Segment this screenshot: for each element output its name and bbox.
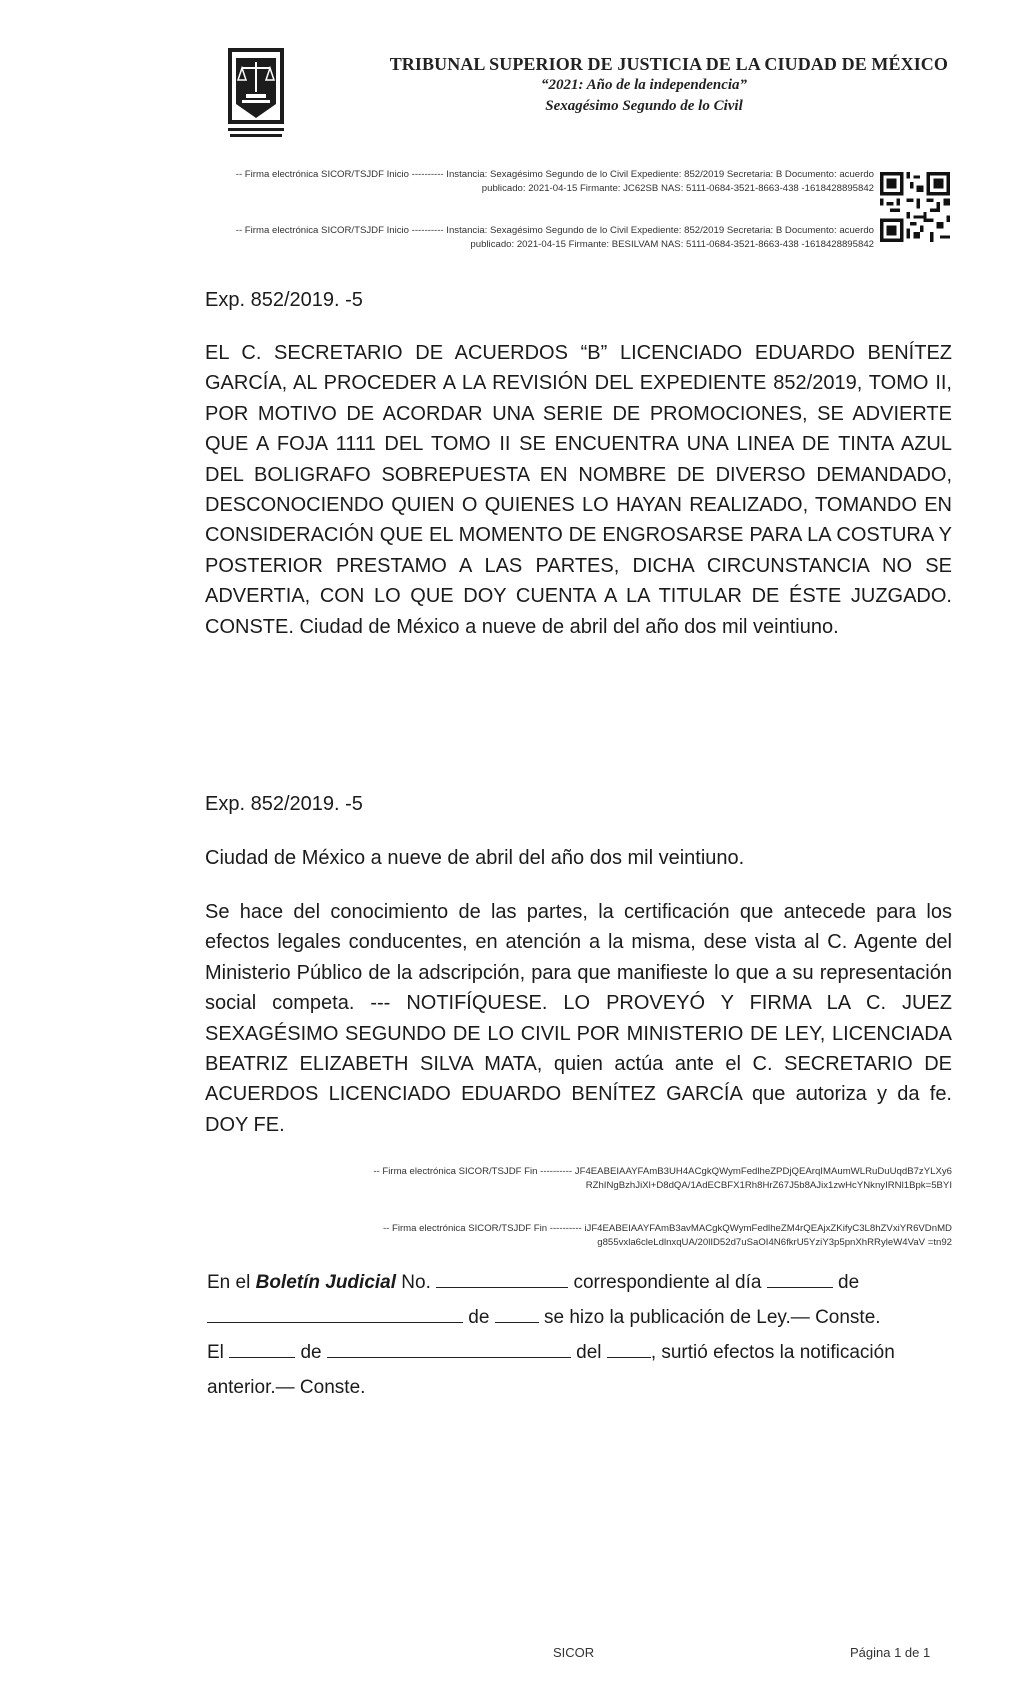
electronic-signature-start-1: -- Firma electrónica SICOR/TSJDF Inicio ---------- Instancia: Sexagésimo Segundo de lo Civil Expediente: 852/2019 Secretaria: B Documento: acuerdo publicado: 2021-04-15 Firmante: JC62SB NAS: 5111-0684-3521-8663-438 -1618428895842 (235, 169, 874, 194)
year-blank (495, 1304, 539, 1323)
expediente-number-2: Exp. 852/2019. -5 (205, 793, 363, 815)
boletin-line-2: de se hizo la publicación de Ley.— Conste. (207, 1300, 952, 1335)
boletin-line-1: En el Boletín Judicial No. correspondiente al día de (207, 1265, 952, 1300)
date-line: Ciudad de México a nueve de abril del año dos mil veintiuno. (205, 847, 745, 869)
court-section: Sexagésimo Segundo de lo Civil (545, 98, 743, 114)
certification-paragraph: EL C. SECRETARIO DE ACUERDOS “B” LICENCIADO EDUARDO BENÍTEZ GARCÍA, AL PROCEDER A LA REVISIÓN DEL EXPEDIENTE 852/2019, TOMO II, POR MOTIVO DE ACORDAR UNA SERIE DE PROMOCIONES, SE ADVIERTE QUE A FOJA 1111 DEL TOMO II SE ENCUENTRA UNA LINEA DE TINTA AZUL DEL BOLIGRAFO SOBREPUESTA EN NOMBRE DE DIVERSO DEMANDADO, DESCONOCIENDO QUIEN O QUIENES LO HAYAN REALIZADO, TOMANDO EN CONSIDERACIÓN QUE EL MOMENTO DE ENGROSARSE PARA LA COSTURA Y POSTERIOR PRESTAMO A LAS PARTES, DICHA CIRCUNSTANCIA NO SE ADVERTIA, CON LO QUE DOY CUENTA A LA TITULAR DE ÉSTE JUZGADO. CONSTE. Ciudad de México a nueve de abril del año dos mil veintiuno. (205, 342, 952, 638)
boletin-number-blank (436, 1269, 568, 1288)
electronic-signature-start-2: -- Firma electrónica SICOR/TSJDF Inicio ---------- Instancia: Sexagésimo Segundo de lo Civil Expediente: 852/2019 Secretaria: B Documento: acuerdo publicado: 2021-04-15 Firmante: BESILVAM NAS: 5111-0684-3521-8663-438 -1618428895842 (235, 225, 874, 250)
footer-system: SICOR (553, 1645, 595, 1660)
month-blank (207, 1304, 463, 1323)
footer-page-number: Página 1 de 1 (850, 1645, 931, 1660)
court-name: TRIBUNAL SUPERIOR DE JUSTICIA DE LA CIUDAD DE MÉXICO (389, 54, 948, 74)
boletin-line-3: El de del , surtió efectos la notificación (207, 1335, 952, 1370)
boletin-line-4: anterior.— Conste. (207, 1377, 366, 1398)
effect-month-blank (327, 1339, 571, 1358)
expediente-number-1: Exp. 852/2019. -5 (205, 289, 363, 311)
effect-day-blank (229, 1339, 295, 1358)
boletin-judicial-label: Boletín Judicial (255, 1272, 397, 1293)
qr-code-icon (880, 172, 950, 242)
electronic-signature-end-1: -- Firma electrónica SICOR/TSJDF Fin ---------- JF4EABEIAAYFAmB3UH4ACgkQWymFedlheZPDjQEArqIMAumWLRuDuUqdB7zYLXy6 RZhINgBzhJiXl+D8dQA/1AdECBFX1Rh8HrZ67J5b8AJix1zwHcYNknyIRNl1Bpk=5BYI (373, 1166, 952, 1191)
effect-year-blank (607, 1339, 651, 1358)
boletin-judicial-notice (207, 1265, 952, 1405)
electronic-signature-end-2: -- Firma electrónica SICOR/TSJDF Fin ---------- iJF4EABEIAAYFAmB3avMACgkQWymFedlheZM4rQEAjxZKifyC3L8hZVxiYR6VDnMD g855vxla6cleLdlnxqUA/20lID52d7uSaOI4N6fkrU5YziY3p5pnXhRRyleW4VaV =tn92 (382, 1223, 952, 1248)
header (300, 54, 948, 115)
poder-judicial-logo-icon (228, 48, 284, 140)
resolution-paragraph: Se hace del conocimiento de las partes, la certificación que antecede para los efectos legales conducentes, en atención a la misma, dese vista al C. Agente del Ministerio Público de la adscripción, para que manifieste lo que a su representación social competa. --- NOTIFÍQUESE. LO PROVEYÓ Y FIRMA LA C. JUEZ SEXAGÉSIMO SEGUNDO DE LO CIVIL POR MINISTERIO DE LEY, LICENCIADA BEATRIZ ELIZABETH SILVA MATA, quien actúa ante el C. SECRETARIO DE ACUERDOS LICENCIADO EDUARDO BENÍTEZ GARCÍA que autoriza y da fe. DOY FE. (205, 901, 952, 1136)
day-blank (767, 1269, 833, 1288)
year-motto: “2021: Año de la independencia” (540, 77, 748, 93)
